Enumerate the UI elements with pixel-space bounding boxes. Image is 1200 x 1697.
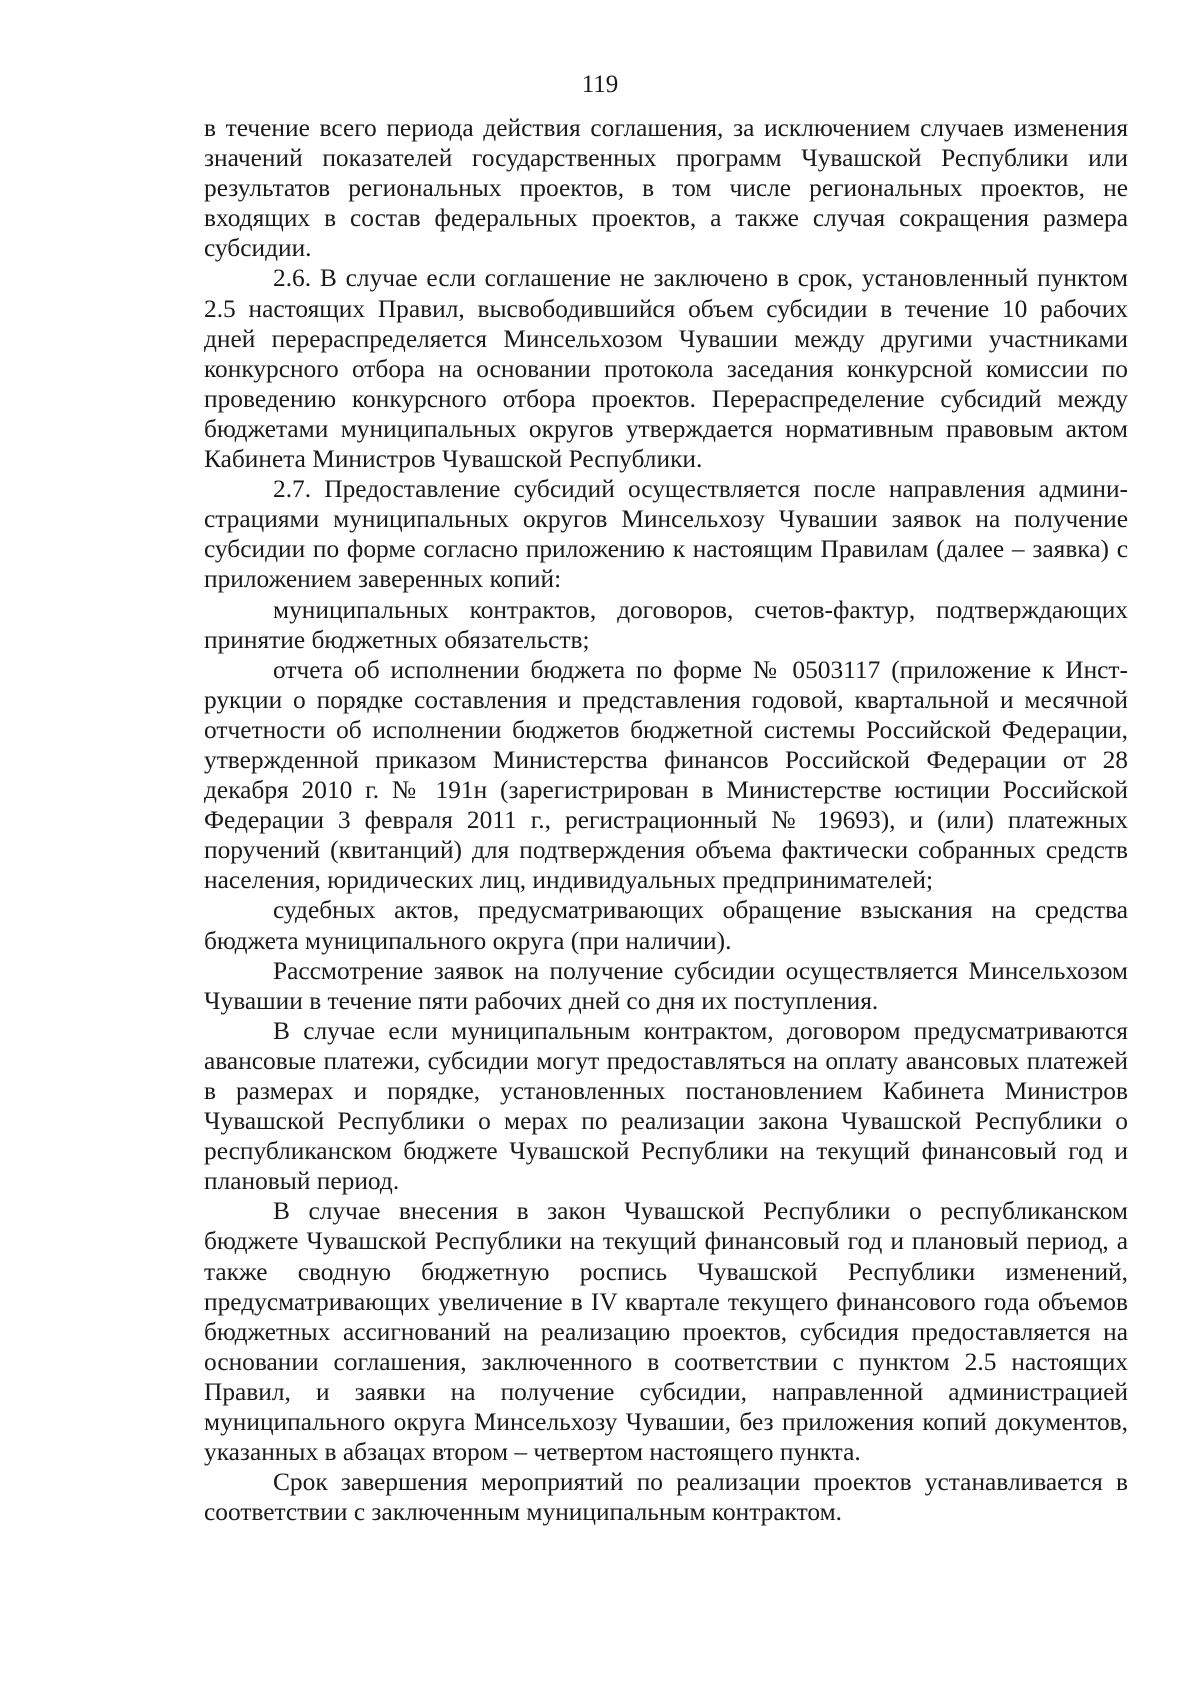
paragraph-budget-amendments: В случае внесения в закон Чувашской Республики о республиканском бюджете Чувашской Республики на текущий финансовый год и плановый период, а также сводную бюджетную роспись Чувашской Республики изменений, предусматривающих увеличение в IV квартале текущего финансового года объемов бюджетных ассигнований на реализацию проектов, субсидия предоставляется на основании соглашения, заключенного в соответствии с пунктом 2.5 настоящих Правил, и заявки на получение субсидии, направленной администрацией муниципального округа Минсельхозу Чувашии, без приложения копий документов, указанных в абзацах втором – четвертом настоящего пункта. (204, 1197, 1128, 1467)
page-number: 119 (581, 71, 619, 98)
paragraph-completion-deadline: Срок завершения мероприятий по реализации проектов устанавливается в соответствии с заключенным муниципальным контрактом. (204, 1468, 1128, 1527)
paragraph-continuation: в течение всего периода действия соглашения, за исключением случаев изменения значений показателей государственных программ Чувашской Республики или результатов региональных проектов, в том числе региональных проектов, не входящих в состав федеральных проектов, а также случая сокращения размера субсидии. (204, 114, 1128, 263)
paragraph-advance-payments: В случае если муниципальным контрактом, договором предусматриваются авансовые платежи, субсидии могут предоставляться на оплату авансовых платежей в размерах и порядке, установленных постановлением Кабинета Министров Чувашской Республики о мерах по реализации закона Чувашской Республики о республиканском бюджете Чувашской Республики на текущий финансовый год и плановый период. (204, 1016, 1128, 1196)
paragraph-list-item-court-acts: судебных актов, предусматривающих обращение взыскания на средства бюджета муниципального округа (при наличии). (204, 896, 1128, 955)
paragraph-clause-2-7: 2.7. Предоставление субсидий осуществляется после направления администрациями муниципальных округов Минсельхозу Чувашии заявок на получение субсидии по форме согласно приложению к настоящим Правилам (далее – заявка) с приложением заверенных копий: (204, 475, 1128, 594)
paragraph-review-period: Рассмотрение заявок на получение субсидии осуществляется Минсельхозом Чувашии в течение пяти рабочих дней со дня их поступления. (204, 956, 1128, 1015)
paragraph-clause-2-6: 2.6. В случае если соглашение не заключено в срок, установленный пунктом 2.5 настоящих Правил, высвободившийся объем субсидии в течение 10 рабочих дней перераспределяется Минсельхозом Чувашии между другими участниками конкурсного отбора на основании протокола заседания конкурсной комиссии по проведению конкурсного отбора проектов. Перераспределение субсидий между бюджетами муниципальных округов утверждается нормативным правовым актом Кабинета Министров Чувашской Республики. (204, 264, 1128, 474)
document-body (204, 113, 1128, 1527)
paragraph-list-item-budget-report: отчета об исполнении бюджета по форме № 0503117 (приложение к Инструкции о порядке составления и представления годовой, квартальной и месячной отчетности об исполнении бюджетов бюджетной системы Российской Федерации, утвержденной приказом Министерства финансов Российской Федерации от 28 декабря 2010 г. № 191н (зарегистрирован в Министерстве юстиции Российской Федерации 3 февраля 2011 г., регистрационный № 19693), и (или) платежных поручений (квитанций) для подтверждения объема фактически собранных средств населения, юридических лиц, индивидуальных предпринимателей; (204, 655, 1128, 895)
paragraph-list-item-contracts: муниципальных контрактов, договоров, счетов-фактур, подтверждающих принятие бюджетных обязательств; (204, 595, 1128, 654)
